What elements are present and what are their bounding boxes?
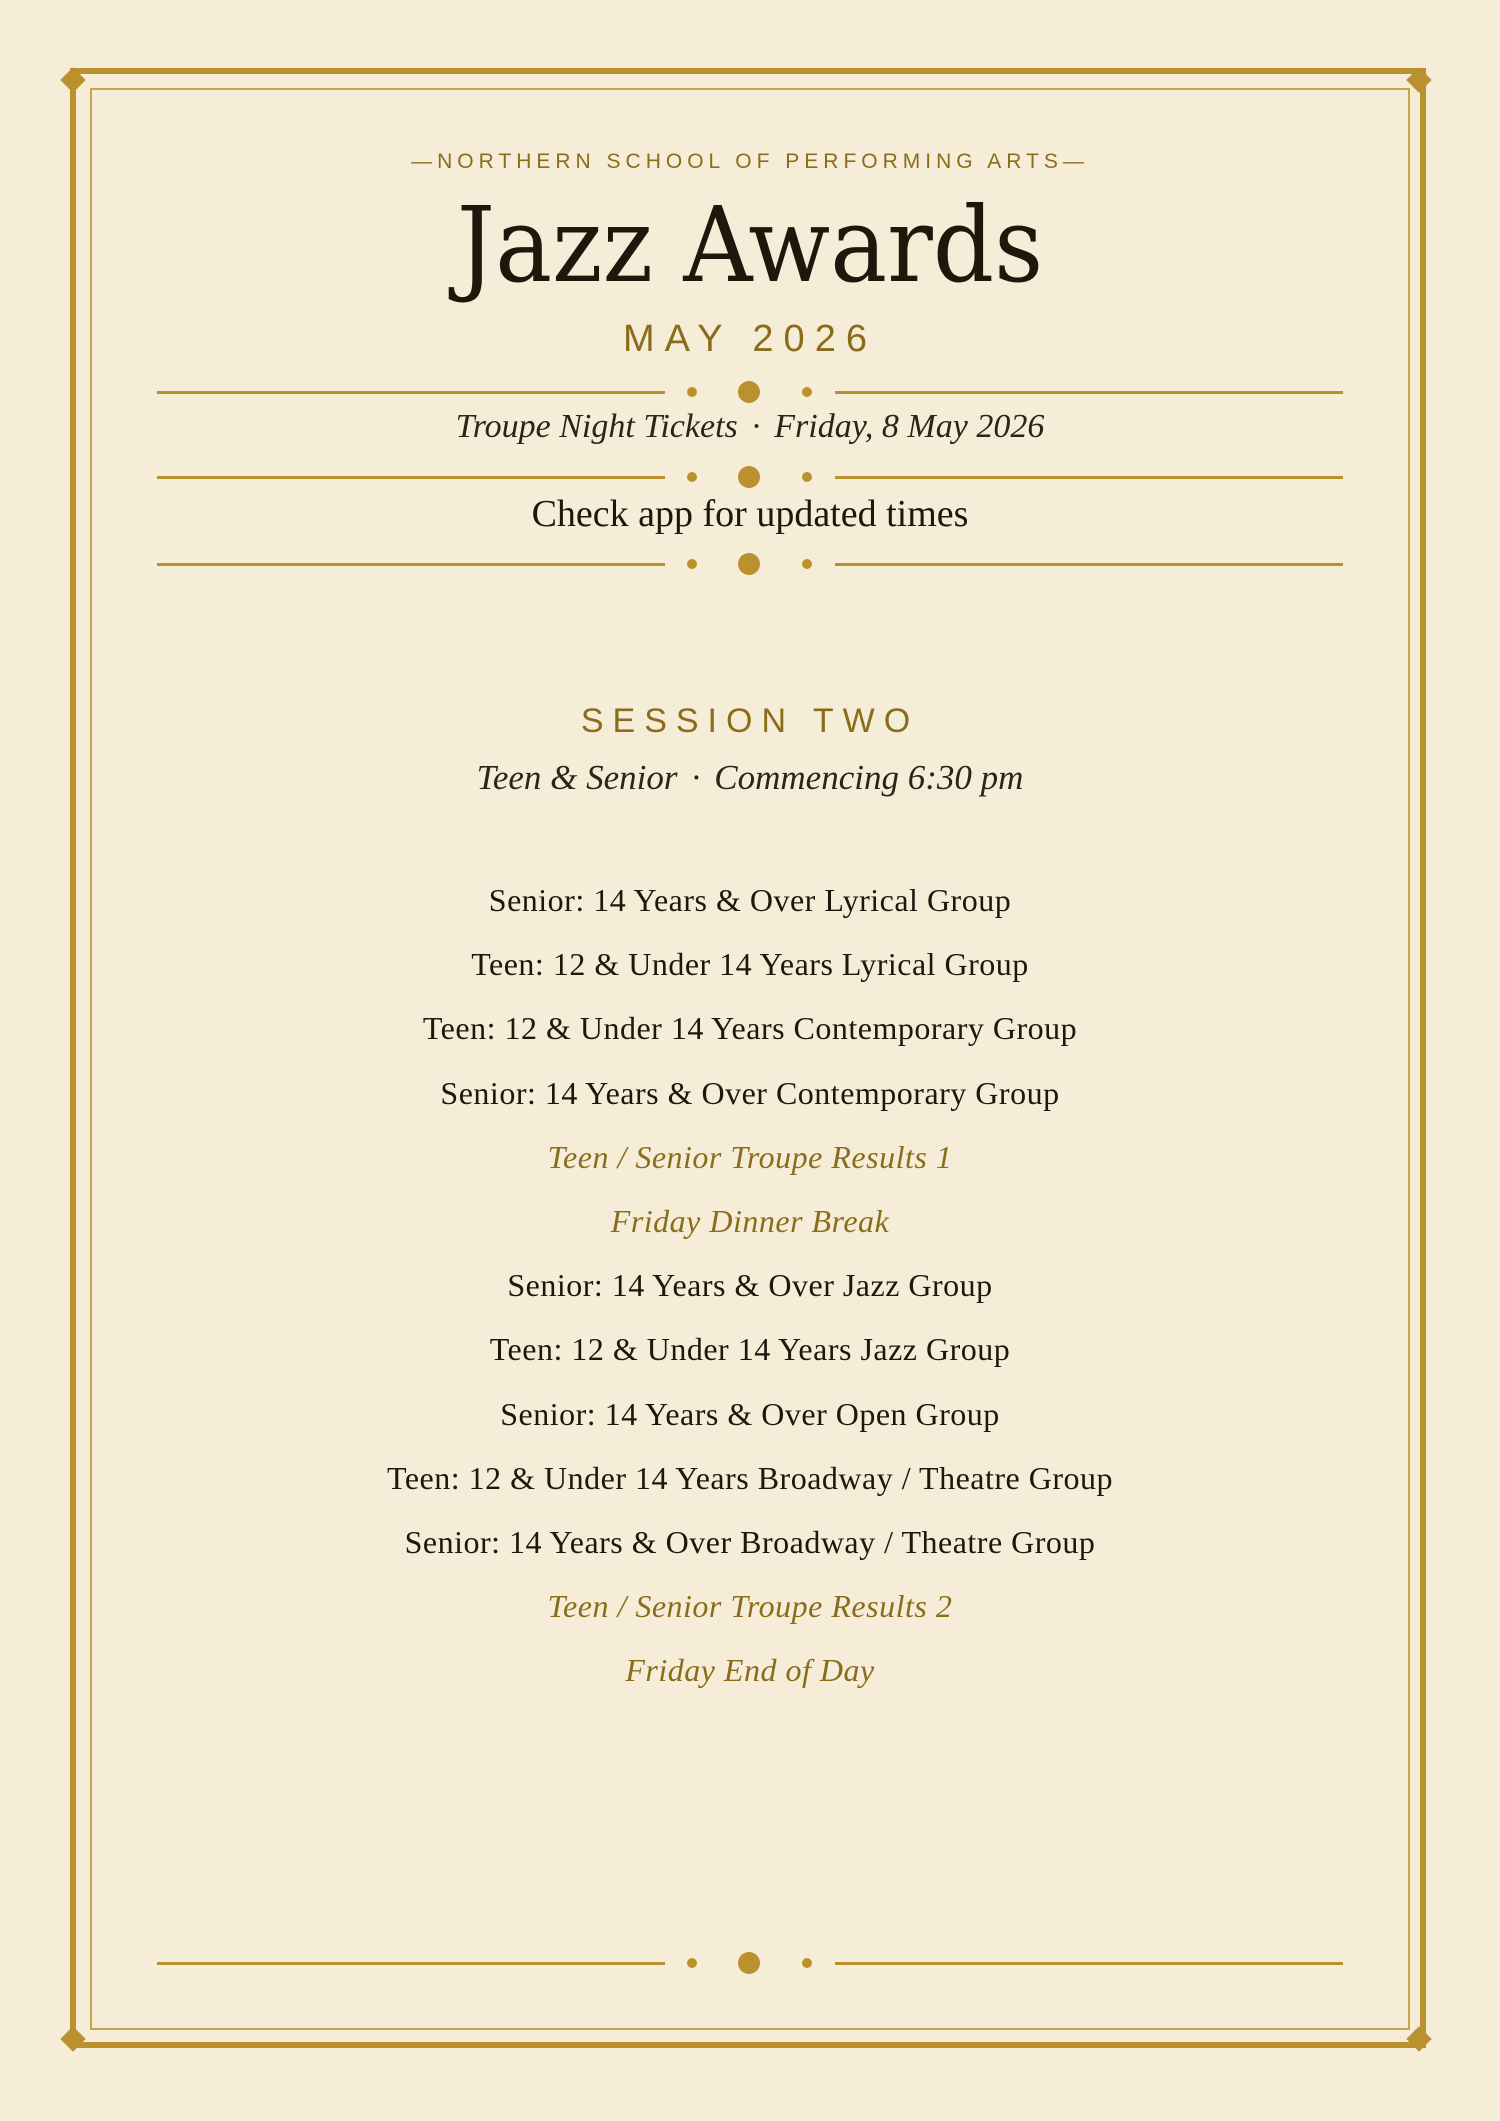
session-title: SESSION TWO [580, 702, 920, 740]
schedule-item: Teen: 12 & Under 14 Years Lyrical Group [471, 946, 1029, 983]
inner-border [90, 88, 1410, 2030]
dot-icon [687, 1958, 697, 1968]
dot-icon [687, 472, 697, 482]
dot-icon [687, 559, 697, 569]
ornament-divider [157, 384, 1343, 400]
dot-icon [802, 472, 812, 482]
divider-line [835, 563, 1343, 566]
schedule-item: Senior: 14 Years & Over Jazz Group [507, 1267, 993, 1304]
ornament-divider [157, 1955, 1343, 1971]
schedule-item: Senior: 14 Years & Over Open Group [500, 1395, 1000, 1432]
divider-line [157, 391, 665, 394]
schedule-item: Senior: 14 Years & Over Lyrical Group [488, 882, 1012, 918]
ticket-type: Troupe Night Tickets [455, 408, 738, 445]
page-title: Jazz Awards [456, 184, 1044, 306]
dot-icon [802, 559, 812, 569]
session-start: Commencing 6:30 pm [714, 758, 1024, 797]
schedule-break-item: Friday End of Day [625, 1652, 875, 1689]
ticket-info [0, 408, 1500, 446]
schedule-break-item: Teen / Senior Troupe Results 1 [547, 1138, 953, 1175]
divider-line [157, 563, 665, 566]
divider-line [835, 391, 1343, 394]
ornament-divider [157, 556, 1343, 572]
divider-line [835, 476, 1343, 479]
school-name: —NORTHERN SCHOOL OF PERFORMING ARTS— [411, 150, 1089, 173]
dot-icon [802, 1958, 812, 1968]
dot-icon [738, 466, 760, 488]
schedule-item: Teen: 12 & Under 14 Years Contemporary Group [422, 1010, 1078, 1047]
dot-icon [687, 387, 697, 397]
schedule-break-item: Teen / Senior Troupe Results 2 [547, 1588, 953, 1625]
dot-icon [738, 1952, 760, 1974]
session-subtitle [0, 758, 1500, 798]
update-notice: Check app for updated times [531, 493, 969, 535]
event-date: Friday, 8 May 2026 [774, 408, 1045, 445]
divider-line [835, 1962, 1343, 1965]
schedule-item: Teen: 12 & Under 14 Years Broadway / Theatre Group [387, 1459, 1113, 1496]
separator: · [691, 758, 701, 797]
dot-icon [802, 387, 812, 397]
dot-icon [738, 381, 760, 403]
divider-line [157, 1962, 665, 1965]
schedule-item: Senior: 14 Years & Over Contemporary Group [440, 1074, 1060, 1111]
schedule-item: Teen: 12 & Under 14 Years Jazz Group [489, 1331, 1011, 1368]
dot-icon [738, 553, 760, 575]
separator: · [751, 408, 761, 445]
divider-line [157, 476, 665, 479]
event-month: MAY 2026 [623, 318, 877, 360]
schedule-break-item: Friday Dinner Break [610, 1203, 890, 1239]
session-division: Teen & Senior [476, 758, 678, 797]
schedule-item: Senior: 14 Years & Over Broadway / Theatre Group [404, 1524, 1096, 1560]
ornament-divider [157, 469, 1343, 485]
